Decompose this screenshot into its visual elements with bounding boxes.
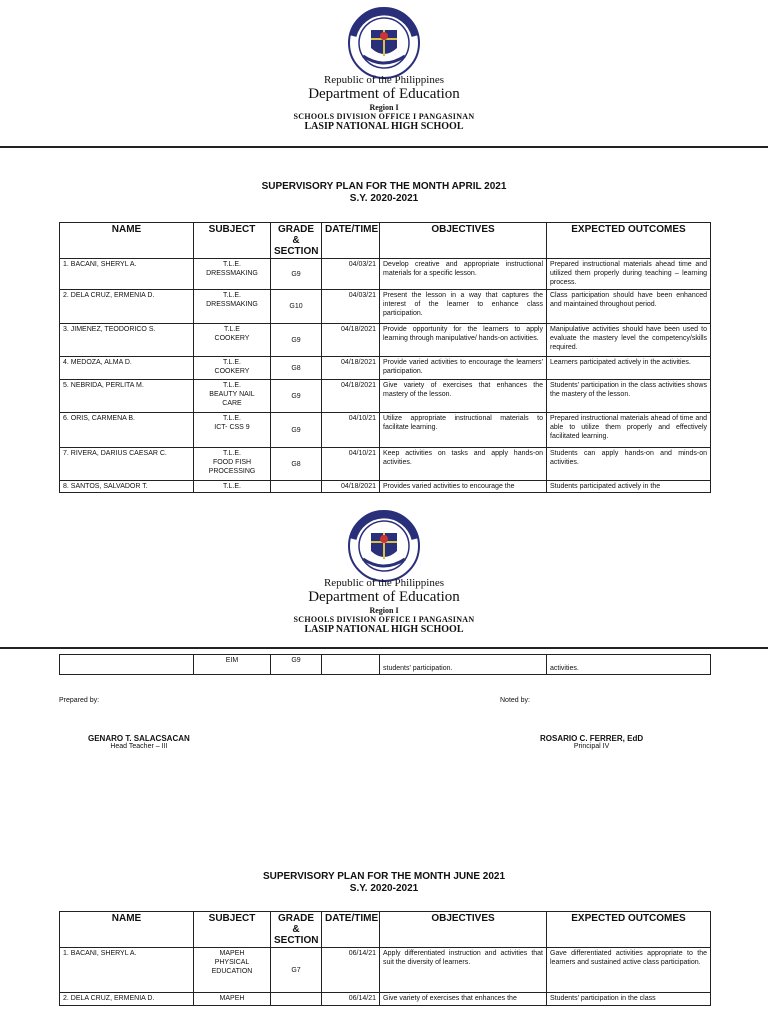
header-division: SCHOOLS DIVISION OFFICE I PANGASINAN [293, 615, 475, 624]
cell-objective: Present the lesson in a way that captures the interest of the learner to enhance class participation. [380, 290, 547, 324]
table-header-row [60, 912, 711, 948]
preparer-signature [88, 734, 190, 750]
deped-seal-icon [347, 6, 421, 80]
june-table-body [60, 948, 711, 1006]
cell-subject: EIM [194, 655, 271, 675]
header-region: Region I [369, 606, 399, 615]
cell-objective: Develop creative and appropriate instructional materials for a specific lesson. [380, 259, 547, 290]
cell-subject: T.L.E. BEAUTY NAIL CARE [194, 380, 271, 413]
page1-header [0, 74, 768, 132]
cell-grade: G8 [271, 357, 322, 380]
cell-grade: G8 [271, 448, 322, 481]
cell-subject: T.L.E. [194, 481, 271, 493]
cell-objective: Provides varied activities to encourage the [380, 481, 547, 493]
header-republic: Republic of the Philippines [323, 577, 445, 589]
cell-grade: G9 [271, 259, 322, 290]
cell-date: 06/14/21 [322, 993, 380, 1006]
preparer-title: Head Teacher – III [110, 743, 168, 750]
cell-grade: G9 [271, 413, 322, 448]
preparer-name: GENARO T. SALACSACAN [88, 734, 190, 743]
table-row [60, 380, 711, 413]
col-date: DATE/TIME [322, 912, 380, 948]
april-plan-table [59, 222, 711, 493]
cell-name: 3. JIMENEZ, TEODORICO S. [60, 324, 194, 357]
table-row [60, 655, 711, 675]
cell-date: 04/03/21 [322, 259, 380, 290]
cell-subject: T.L.E. DRESSMAKING [194, 259, 271, 290]
col-grade: GRADE & SECTION [271, 223, 322, 259]
cell-grade: G9 [271, 380, 322, 413]
cell-subject: T.L.E. COOKERY [194, 357, 271, 380]
table-row [60, 481, 711, 493]
cell-name: 6. ORIS, CARMENA B. [60, 413, 194, 448]
col-date: DATE/TIME [322, 223, 380, 259]
cell-outcome: Students' participation in the class activities shows the mastery of the lesson. [547, 380, 711, 413]
table-row [60, 357, 711, 380]
cell-name: 1. BACANI, SHERYL A. [60, 948, 194, 993]
cell-outcome: Prepared instructional materials ahead of time and able to utilize them properly and effectively facilitated learning. [547, 413, 711, 448]
noter-title: Principal IV [573, 743, 610, 750]
april-title-text: SUPERVISORY PLAN FOR THE MONTH APRIL 2021 [261, 181, 507, 192]
cell-date: 04/18/2021 [322, 380, 380, 413]
cell-name: 4. MEDOZA, ALMA D. [60, 357, 194, 380]
noter-name: ROSARIO C. FERRER, EdD [540, 734, 644, 743]
deped-seal-icon [347, 509, 421, 583]
cell-subject: MAPEH [194, 993, 271, 1006]
cell-outcome: Students' participation in the class [547, 993, 711, 1006]
june-plan-title [0, 871, 768, 895]
header-division: SCHOOLS DIVISION OFFICE I PANGASINAN [293, 112, 475, 121]
page2-header [0, 577, 768, 635]
june-plan-table [59, 911, 711, 1006]
table-row [60, 259, 711, 290]
col-subject: SUBJECT [194, 912, 271, 948]
header-republic: Republic of the Philippines [323, 74, 445, 86]
noted-by-label: Noted by: [500, 697, 530, 704]
header-department: Department of Education [308, 86, 460, 102]
cell-name: 5. NEBRIDA, PERLITA M. [60, 380, 194, 413]
cell-grade: G7 [271, 948, 322, 993]
header-school: LASIP NATIONAL HIGH SCHOOL [304, 624, 464, 635]
header-divider [0, 146, 768, 148]
cell-objective: Give variety of exercises that enhances the mastery of the lesson. [380, 380, 547, 413]
cell-objective: Give variety of exercises that enhances the [380, 993, 547, 1006]
cell-date: 04/18/2021 [322, 357, 380, 380]
cell-grade: G10 [271, 290, 322, 324]
cell-date: 06/14/21 [322, 948, 380, 993]
col-outcomes: EXPECTED OUTCOMES [547, 223, 711, 259]
table-row [60, 993, 711, 1006]
table-row [60, 413, 711, 448]
header-department: Department of Education [308, 589, 460, 605]
prepared-by-label: Prepared by: [59, 697, 100, 704]
cell-outcome: Students participated actively in the [547, 481, 711, 493]
cell-subject: T.L.E. DRESSMAKING [194, 290, 271, 324]
cell-objective: Utilize appropriate instructional materials to facilitate learning. [380, 413, 547, 448]
cell-outcome: Learners participated actively in the activities. [547, 357, 711, 380]
cell-outcome: Prepared instructional materials ahead time and utilized them properly during teaching – learning process. [547, 259, 711, 290]
cell-date: 04/10/21 [322, 413, 380, 448]
cell-name [60, 655, 194, 675]
cell-name: 7. RIVERA, DARIUS CAESAR C. [60, 448, 194, 481]
cell-grade: G9 [271, 324, 322, 357]
table-row [60, 948, 711, 993]
cell-objective: students' participation. [380, 655, 547, 675]
cell-outcome: activities. [547, 655, 711, 675]
cell-subject: MAPEH PHYSICAL EDUCATION [194, 948, 271, 993]
cell-objective: Apply differentiated instruction and activities that suit the diversity of learners. [380, 948, 547, 993]
june-title-text: SUPERVISORY PLAN FOR THE MONTH JUNE 2021 [262, 871, 506, 882]
col-grade: GRADE & SECTION [271, 912, 322, 948]
cell-date: 04/03/21 [322, 290, 380, 324]
april-table-body [60, 259, 711, 493]
header-school: LASIP NATIONAL HIGH SCHOOL [304, 121, 464, 132]
col-objectives: OBJECTIVES [380, 912, 547, 948]
cell-grade [271, 993, 322, 1006]
cell-name: 1. BACANI, SHERYL A. [60, 259, 194, 290]
col-subject: SUBJECT [194, 223, 271, 259]
header-region: Region I [369, 103, 399, 112]
cell-name: 2. DELA CRUZ, ERMENIA D. [60, 993, 194, 1006]
cell-grade [271, 481, 322, 493]
table-row [60, 448, 711, 481]
cell-subject: T.L.E. ICT- CSS 9 [194, 413, 271, 448]
june-sy-text: S.Y. 2020-2021 [349, 883, 419, 894]
cell-date: 04/18/2021 [322, 324, 380, 357]
cell-outcome: Students can apply hands-on and minds-on activities. [547, 448, 711, 481]
cell-objective: Provide opportunity for the learners to apply learning through manipulative/ hands-on activities. [380, 324, 547, 357]
table-header-row [60, 223, 711, 259]
table-row [60, 290, 711, 324]
cell-name: 2. DELA CRUZ, ERMENIA D. [60, 290, 194, 324]
col-name: NAME [60, 912, 194, 948]
col-name: NAME [60, 223, 194, 259]
cell-grade: G9 [271, 655, 322, 675]
header-divider [0, 647, 768, 649]
col-outcomes: EXPECTED OUTCOMES [547, 912, 711, 948]
col-objectives: OBJECTIVES [380, 223, 547, 259]
april-plan-title [0, 181, 768, 205]
cell-date: 04/18/2021 [322, 481, 380, 493]
cell-objective: Provide varied activities to encourage the learners' participation. [380, 357, 547, 380]
cell-outcome: Manipulative activities should have been used to evaluate the mastery level the competency/skills required. [547, 324, 711, 357]
cell-subject: T.L.E COOKERY [194, 324, 271, 357]
cell-objective: Keep activities on tasks and apply hands-on activities. [380, 448, 547, 481]
april-sy-text: S.Y. 2020-2021 [349, 193, 419, 204]
cell-outcome: Class participation should have been enhanced and maintained throughout period. [547, 290, 711, 324]
table-row [60, 324, 711, 357]
cell-outcome: Gave differentiated activities appropriate to the learners and sustained active class participation. [547, 948, 711, 993]
april-continued-table [59, 654, 711, 675]
cell-date [322, 655, 380, 675]
noter-signature [540, 734, 643, 750]
cell-subject: T.L.E. FOOD FISH PROCESSING [194, 448, 271, 481]
cell-name: 8. SANTOS, SALVADOR T. [60, 481, 194, 493]
cell-date: 04/10/21 [322, 448, 380, 481]
